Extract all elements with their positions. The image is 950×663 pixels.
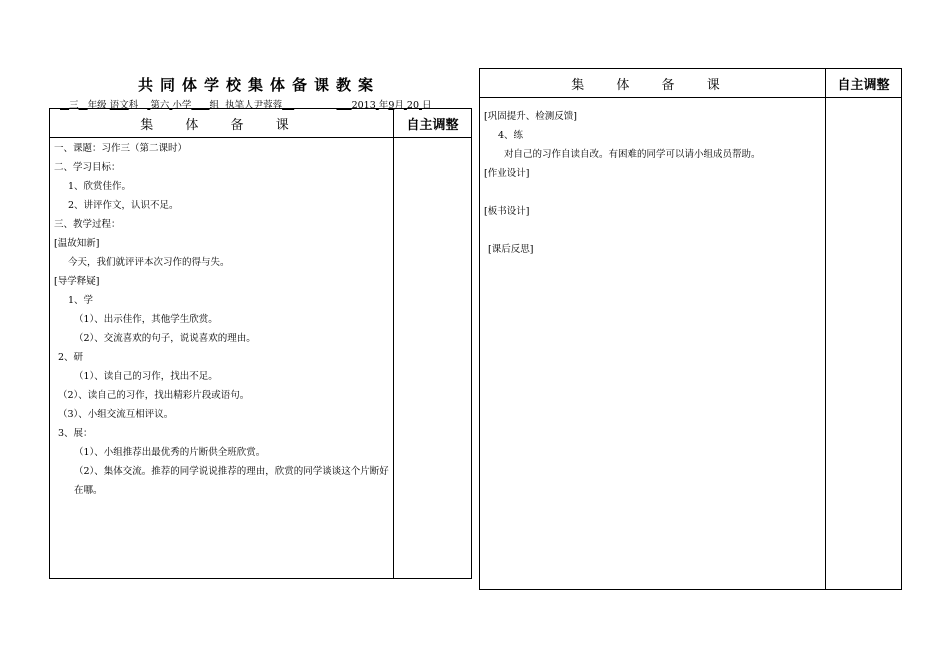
section-label-review: [温故知新] [54, 238, 100, 249]
step-item: （2）、集体交流。推荐的同学说说推荐的理由，欣赏的同学谈谈这个片断好在哪。 [74, 466, 389, 496]
step-item: （3）、小组交流互相评议。 [58, 409, 174, 420]
subject-label: 科 [128, 100, 139, 111]
step-item: （1）、出示佳作，其他学生欣赏。 [74, 314, 218, 325]
left-adjust-cell [394, 138, 472, 579]
month-value: 9 [388, 100, 395, 111]
left-adjust-column-header: 自主调整 [394, 109, 472, 138]
step-item: （2）、读自己的习作，找出精彩片段或语句。 [58, 390, 250, 401]
group-label: 组 [209, 100, 220, 111]
year-label: 年 [378, 100, 389, 111]
step-heading: 2、研 [58, 352, 84, 363]
section-label-practice: [巩固提升、检测反馈] [484, 111, 577, 122]
step-heading: 3、展： [58, 428, 93, 439]
left-plan-table [49, 108, 472, 579]
year-value: 2013 [351, 100, 376, 111]
practice-text: 对自己的习作自读自改。有困难的同学可以请小组成员帮助。 [504, 149, 761, 160]
section-label-reflection: [课后反思] [488, 244, 534, 255]
step-heading: 1、学 [68, 295, 94, 306]
goal-item: 2、讲评作文，认识不足。 [68, 200, 179, 211]
school-value: 第六 [150, 100, 170, 111]
right-main-column-header: 集 体 备 课 [480, 69, 826, 98]
right-adjust-cell [826, 98, 902, 590]
step-item: （1）、读自己的习作，找出不足。 [74, 371, 218, 382]
section-label-homework: [作业设计] [484, 168, 530, 179]
section-label-board: [板书设计] [484, 206, 530, 217]
review-text: 今天，我们就评评本次习作的得与失。 [68, 257, 230, 268]
process-heading: 三、教学过程： [54, 219, 121, 230]
left-main-column-header: 集 体 备 课 [50, 109, 394, 138]
section-label-guide: [导学释疑] [54, 276, 100, 287]
school-label: 小学 [172, 100, 192, 111]
left-main-content [50, 138, 394, 579]
day-label: 日 [422, 100, 432, 111]
document-title: 共同体学校集体备课教案 [137, 76, 380, 94]
grade-label: 年级 [87, 100, 107, 111]
learning-goals-heading: 二、学习目标： [54, 162, 121, 173]
grade-value: 三 [69, 100, 79, 111]
month-label: 月 [394, 100, 404, 111]
day-value: 20 [406, 100, 419, 111]
step-item: （2）、交流喜欢的句子，说说喜欢的理由。 [74, 333, 256, 344]
goal-item: 1、欣赏佳作。 [68, 181, 132, 192]
right-adjust-column-header: 自主调整 [826, 69, 902, 98]
step-item: （1）、小组推荐出最优秀的片断供全班欣赏。 [74, 447, 266, 458]
right-main-content [480, 98, 826, 590]
right-plan-table [479, 68, 902, 590]
step-heading: 4、练 [498, 130, 524, 141]
lesson-topic: 一、课题：习作三（第二课时） [54, 143, 188, 154]
writer-label: 执笔人 [225, 100, 254, 111]
subject-value: 语文 [109, 100, 129, 111]
writer-value: 尹蓉蓉 [253, 100, 283, 111]
